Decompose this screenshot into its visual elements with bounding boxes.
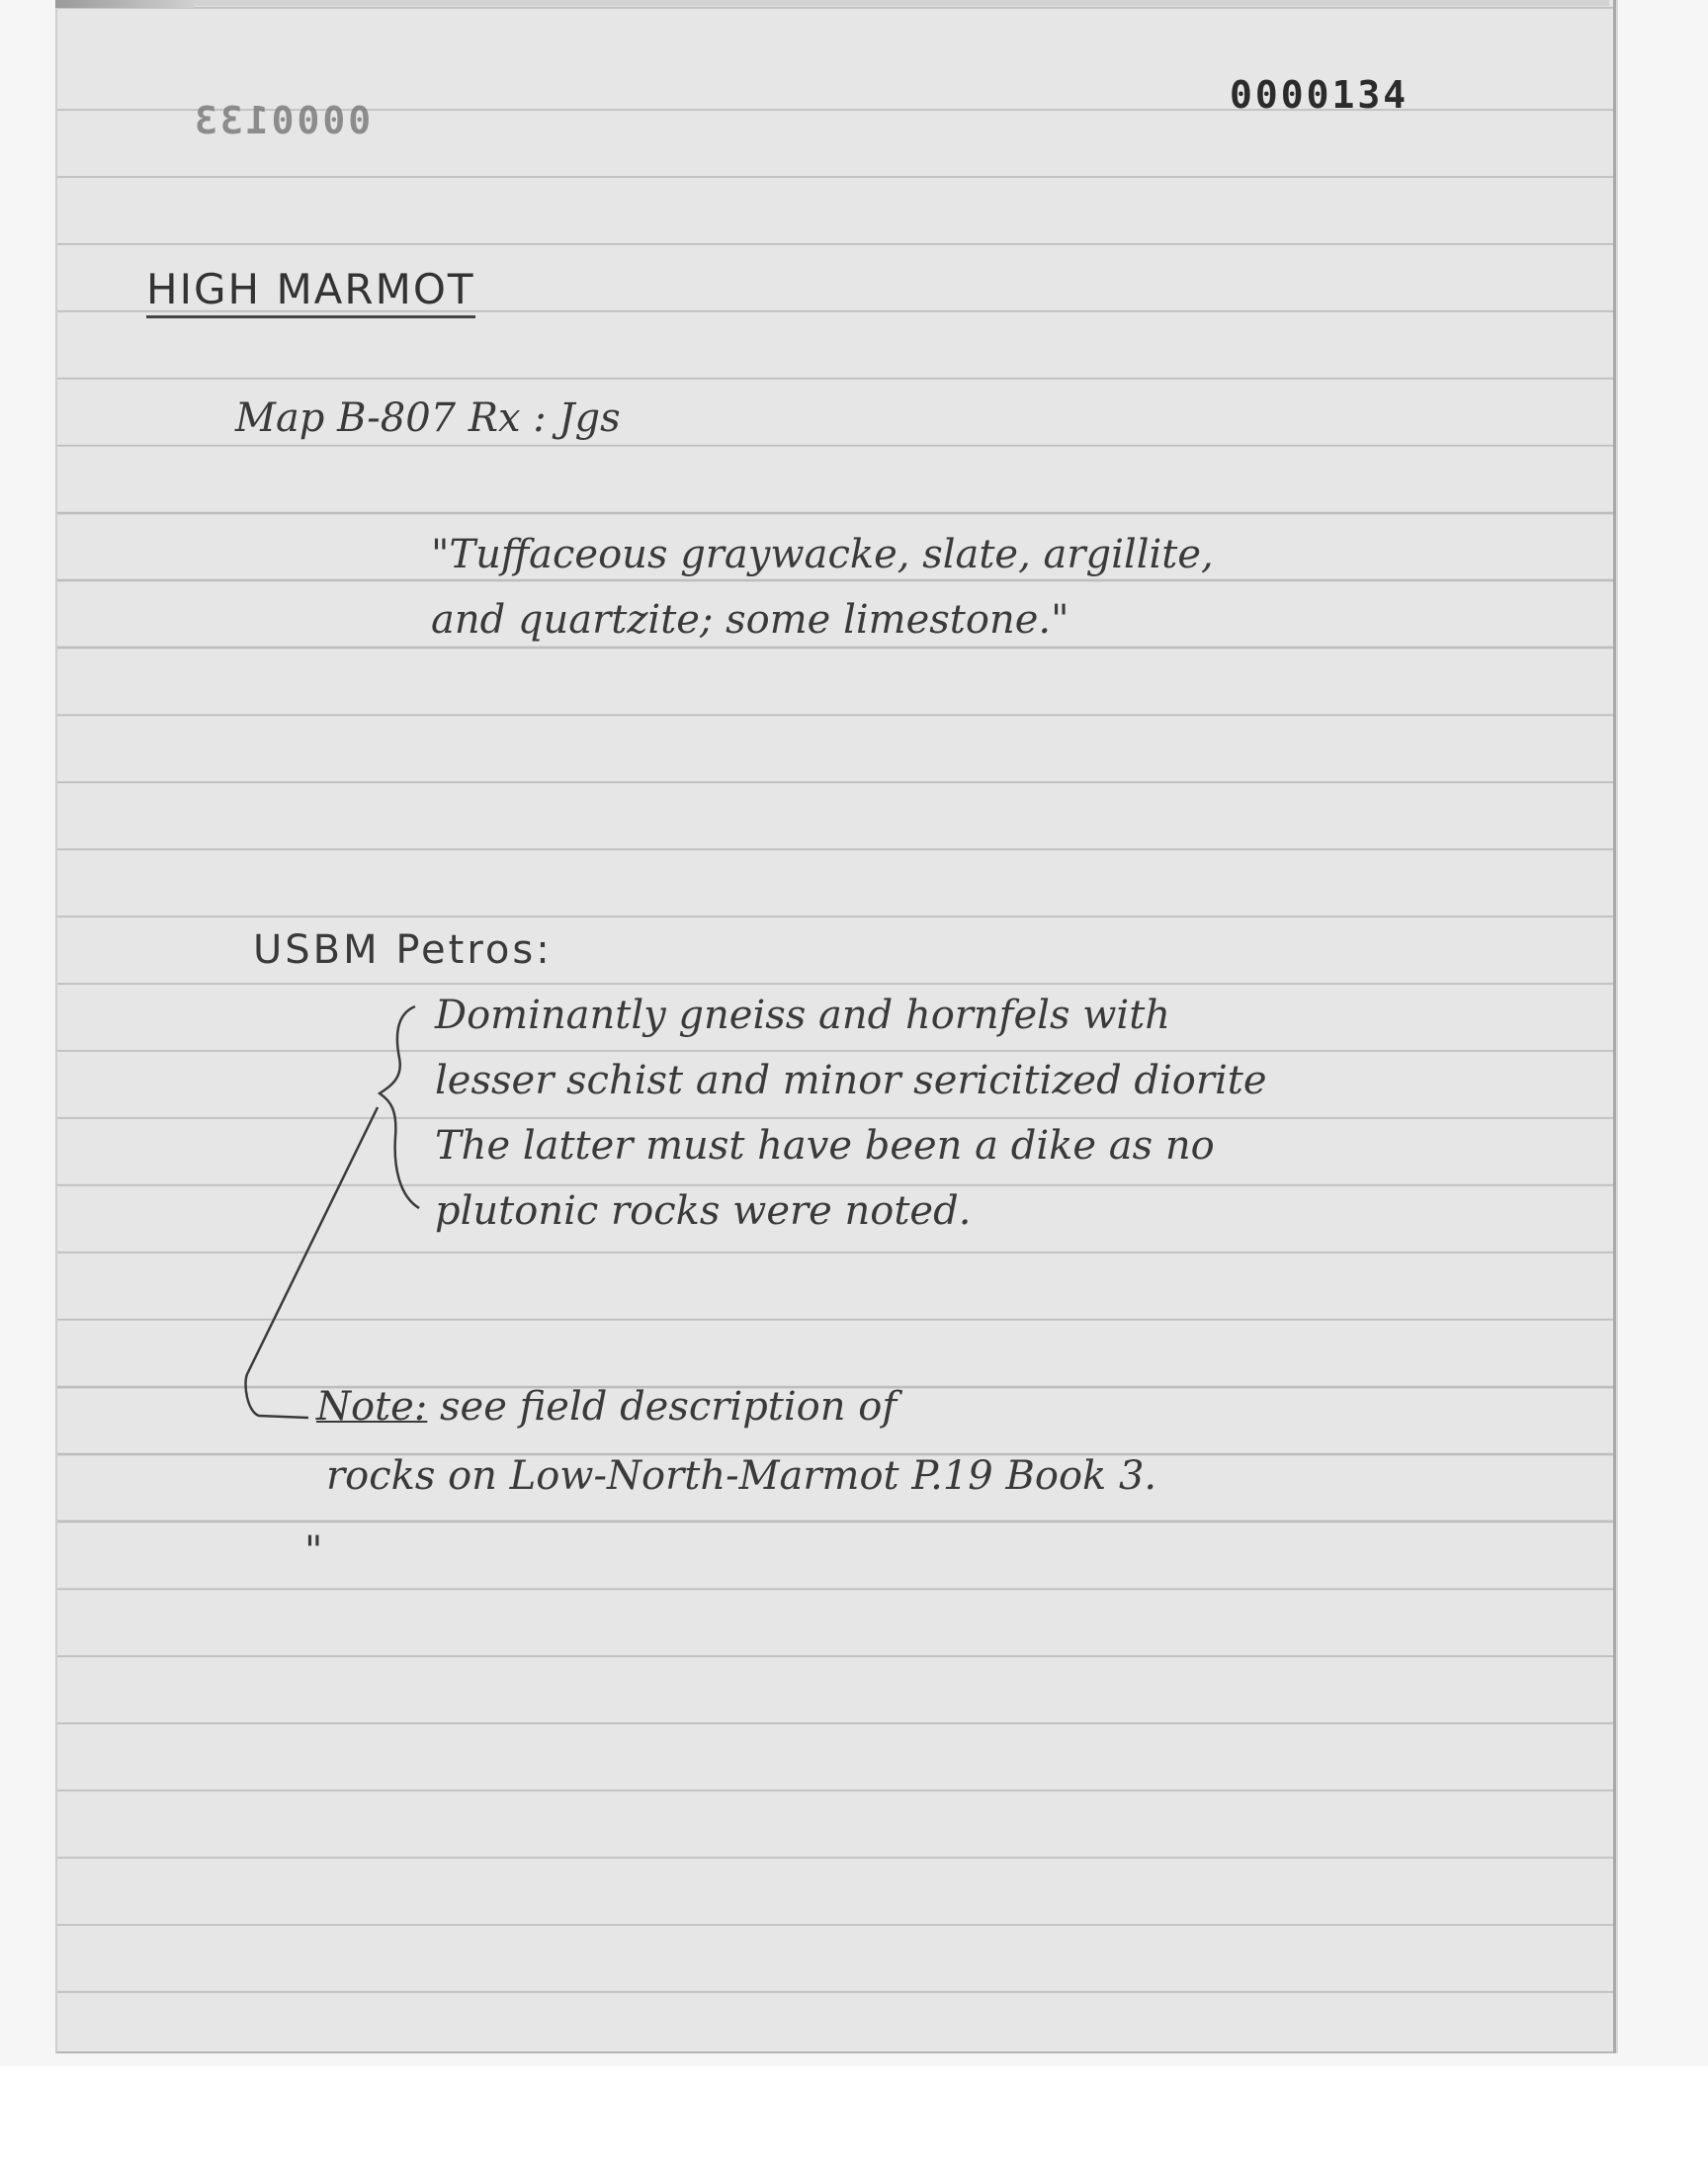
note-line-1 bbox=[316, 1384, 897, 1430]
ditto-mark: " bbox=[304, 1528, 323, 1574]
page-title: HIGH MARMOT bbox=[146, 265, 475, 318]
note-line-2: rocks on Low-North-Marmot P.19 Book 3. bbox=[326, 1453, 1157, 1499]
petros-heading: USBM Petros: bbox=[253, 927, 553, 973]
petros-line-2: lesser schist and minor sericitized diorite bbox=[435, 1058, 1267, 1103]
map-reference-line: Map B-807 Rx : Jgs bbox=[235, 395, 621, 441]
connector-line bbox=[246, 1107, 379, 1418]
petros-line-4: plutonic rocks were noted. bbox=[435, 1188, 972, 1234]
quote-line-1: "Tuffaceous graywacke, slate, argillite, bbox=[431, 532, 1214, 577]
bates-number: 0000134 bbox=[1230, 73, 1409, 117]
note-label: Note: bbox=[316, 1384, 428, 1430]
petros-line-3: The latter must have been a dike as no bbox=[435, 1123, 1215, 1169]
note-text-1: see field description of bbox=[427, 1384, 897, 1430]
bleed-through-bates-number: 0000133 bbox=[192, 99, 372, 142]
quote-line-2: and quartzite; some limestone." bbox=[431, 597, 1069, 643]
curly-brace bbox=[380, 1006, 419, 1208]
petros-line-1: Dominantly gneiss and hornfels with bbox=[435, 993, 1171, 1038]
